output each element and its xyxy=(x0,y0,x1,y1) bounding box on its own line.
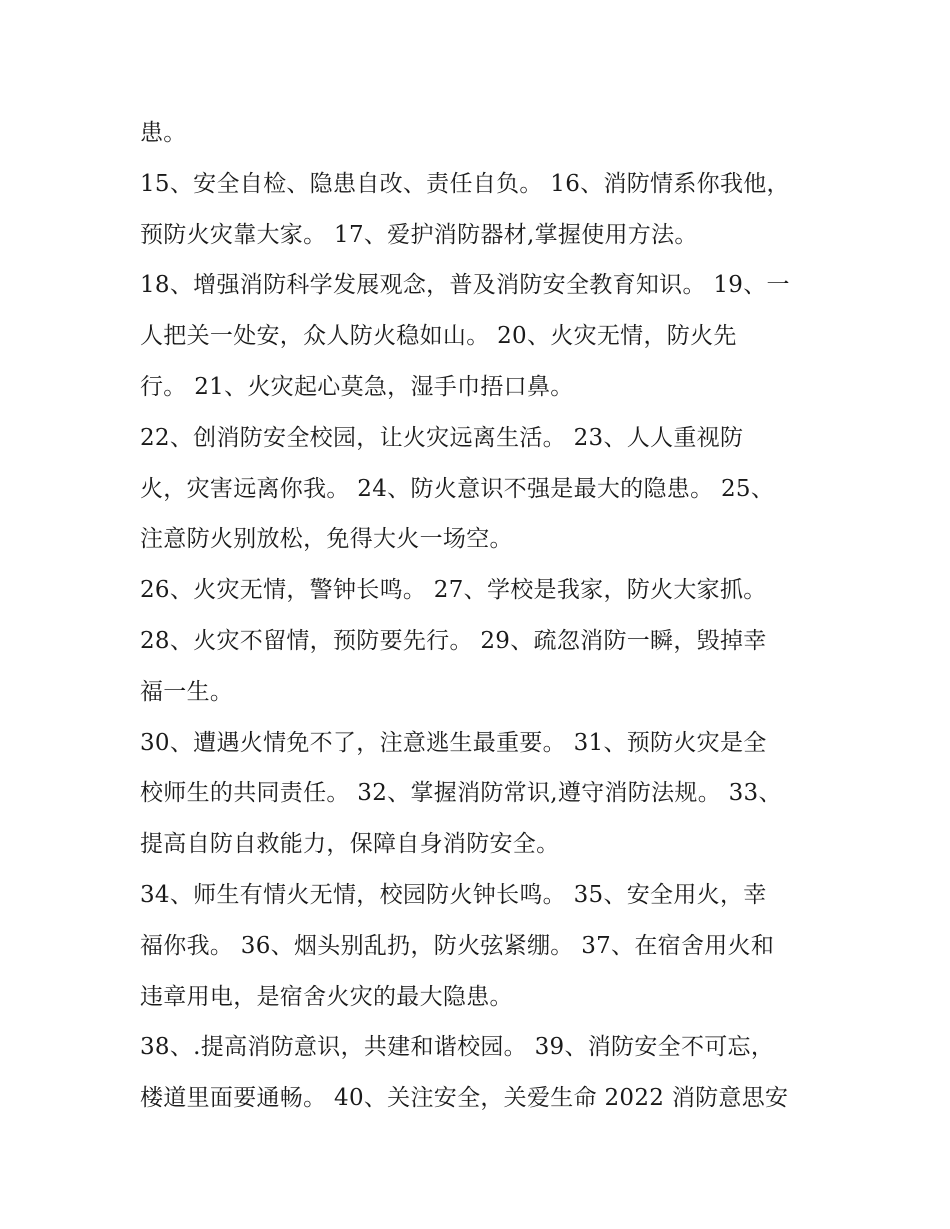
text-line: 人把关一处安，众人防火稳如山。 20、火灾无情，防火先 xyxy=(140,323,737,350)
slogan-text-block xyxy=(140,108,830,1124)
text-line: 预防火灾靠大家。 17、爱护消防器材,掌握使用方法。 xyxy=(140,221,698,248)
text-line: 34、师生有情火无情，校园防火钟长鸣。 35、安全用火，幸 xyxy=(140,881,767,908)
text-line: 注意防火别放松，免得大火一场空。 xyxy=(140,526,513,553)
text-line: 患。 xyxy=(140,120,187,146)
text-line: 22、创消防安全校园，让火灾远离生活。 23、人人重视防 xyxy=(140,424,744,451)
text-line: 30、遭遇火情免不了，注意逃生最重要。 31、预防火灾是全 xyxy=(140,729,767,756)
text-line: 提高自防自救能力，保障自身消防安全。 xyxy=(140,831,560,858)
text-line: 行。 21、火灾起心莫急，湿手巾捂口鼻。 xyxy=(140,373,574,400)
text-line: 38、.提高消防意识，共建和谐校园。 39、消防安全不可忘， xyxy=(140,1034,775,1061)
text-line: 楼道里面要通畅。 40、关注安全，关爱生命 2022 消防意思安 xyxy=(140,1085,789,1112)
text-line: 福一生。 xyxy=(140,678,234,705)
text-line: 18、增强消防科学发展观念，普及消防安全教育知识。 19、一 xyxy=(140,272,790,299)
text-line: 火，灾害远离你我。 24、防火意识不强是最大的隐患。 25、 xyxy=(140,475,775,502)
text-line: 校师生的共同责任。 32、掌握消防常识,遵守消防法规。 33、 xyxy=(140,780,782,807)
text-line: 26、火灾无情，警钟长鸣。 27、学校是我家，防火大家抓。 xyxy=(140,577,767,604)
text-line: 福你我。 36、烟头别乱扔，防火弦紧绷。 37、在宿舍用火和 xyxy=(140,932,775,959)
text-line: 15、安全自检、隐患自改、责任自负。 16、消防情系你我他， xyxy=(140,170,790,197)
text-line: 违章用电，是宿舍火灾的最大隐患。 xyxy=(140,983,513,1010)
text-line: 28、火灾不留情，预防要先行。 29、疏忽消防一瞬，毁掉幸 xyxy=(140,627,767,654)
